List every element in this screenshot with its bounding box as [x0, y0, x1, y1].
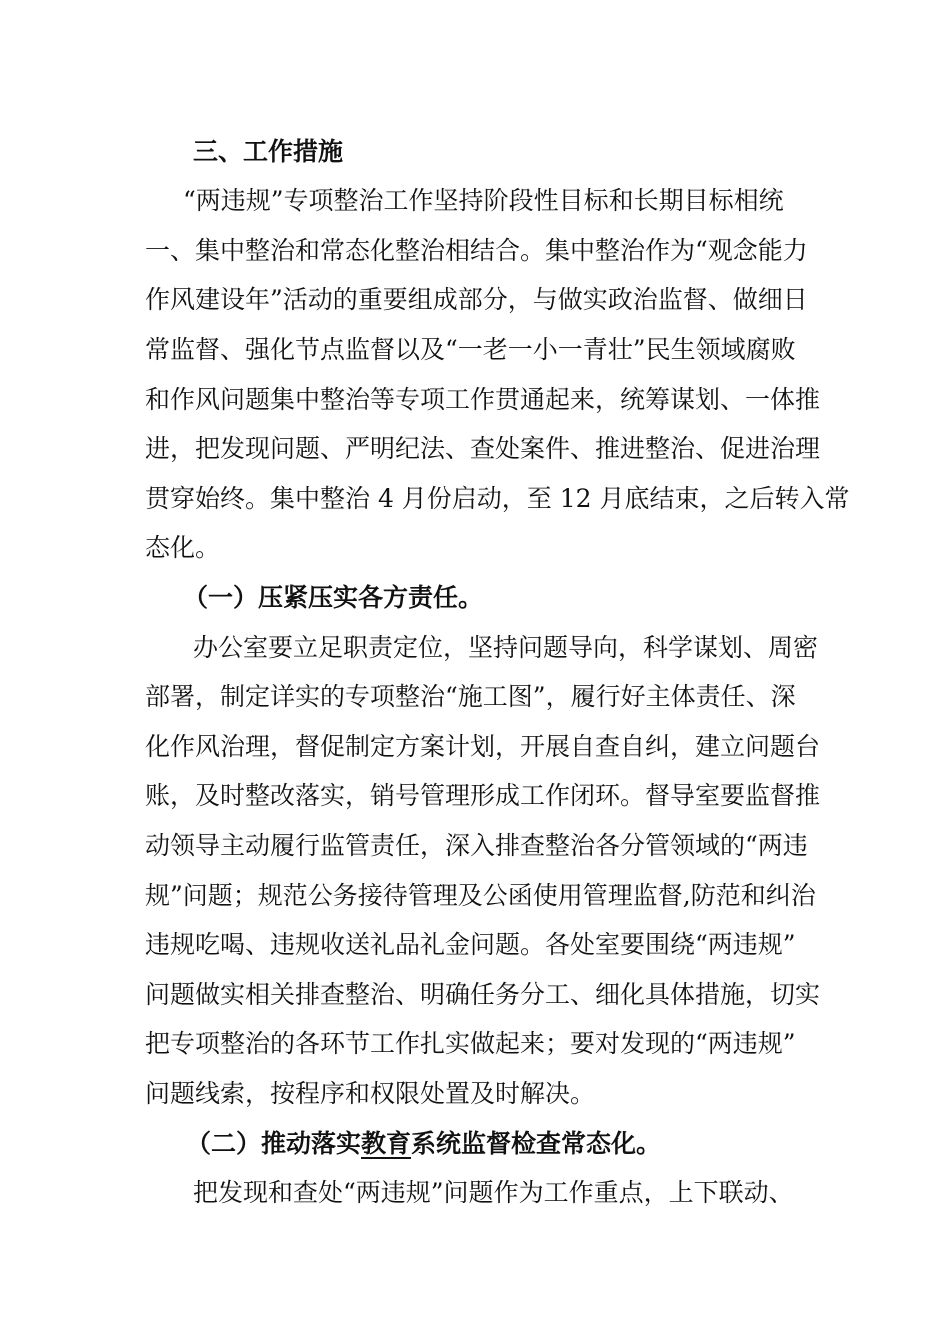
paragraph-1-line-8: 问题做实相关排查整治、明确任务分工、细化具体措施，切实: [145, 980, 821, 1009]
subheading-2: [186, 1127, 661, 1161]
paragraph-1-line-2: 部署，制定详实的专项整治“施工图”，履行好主体责任、深: [145, 682, 796, 711]
paragraph-1-line-1: 办公室要立足职责定位，坚持问题导向，科学谋划、周密: [193, 633, 819, 662]
intro-line-2: 一、集中整治和常态化整治相结合。集中整治作为“观念能力: [145, 236, 808, 265]
intro-line-6: 进，把发现问题、严明纪法、查处案件、推进整治、促进治理: [145, 434, 821, 463]
subheading-2-underlined: 教育: [361, 1129, 412, 1158]
paragraph-1-line-3: 化作风治理，督促制定方案计划，开展自查自纠，建立问题台: [145, 732, 821, 761]
subheading-2-before: （二）推动落实: [186, 1129, 362, 1158]
intro-line-4: 常监督、强化节点监督以及“一老一小一青壮”民生领域腐败: [145, 335, 796, 364]
subheading-2-after: 系统监督检查常态化。: [411, 1129, 662, 1158]
intro-line-7: 贯穿始终。集中整治 4 月份启动，至 12 月底结束，之后转入常: [145, 484, 850, 513]
intro-line-5: 和作风问题集中整治等专项工作贯通起来，统筹谋划、一体推: [145, 385, 821, 414]
section-title: 三、工作措施: [193, 137, 344, 166]
intro-line-8: 态化。: [145, 533, 221, 562]
paragraph-1-line-9: 把专项整治的各环节工作扎实做起来；要对发现的“两违规”: [145, 1029, 796, 1058]
paragraph-1-line-5: 动领导主动履行监管责任，深入排查整治各分管领域的“两违: [145, 831, 808, 860]
intro-line-1: “两违规”专项整治工作坚持阶段性目标和长期目标相统: [183, 186, 784, 215]
paragraph-1-line-10: 问题线索，按程序和权限处置及时解决。: [145, 1079, 596, 1108]
paragraph-1-line-4: 账，及时整改落实，销号管理形成工作闭环。督导室要监督推: [145, 781, 821, 810]
paragraph-2-line-1: 把发现和查处“两违规”问题作为工作重点，上下联动、: [193, 1178, 794, 1207]
paragraph-1-line-7: 违规吃喝、违规收送礼品礼金问题。各处室要围绕“两违规”: [145, 930, 796, 959]
paragraph-1-line-6: 规”问题；规范公务接待管理及公函使用管理监督,防范和纠治: [145, 881, 816, 910]
subheading-1: （一）压紧压实各方责任。: [183, 583, 484, 612]
intro-line-3: 作风建设年”活动的重要组成部分，与做实政治监督、做细日: [145, 285, 808, 314]
